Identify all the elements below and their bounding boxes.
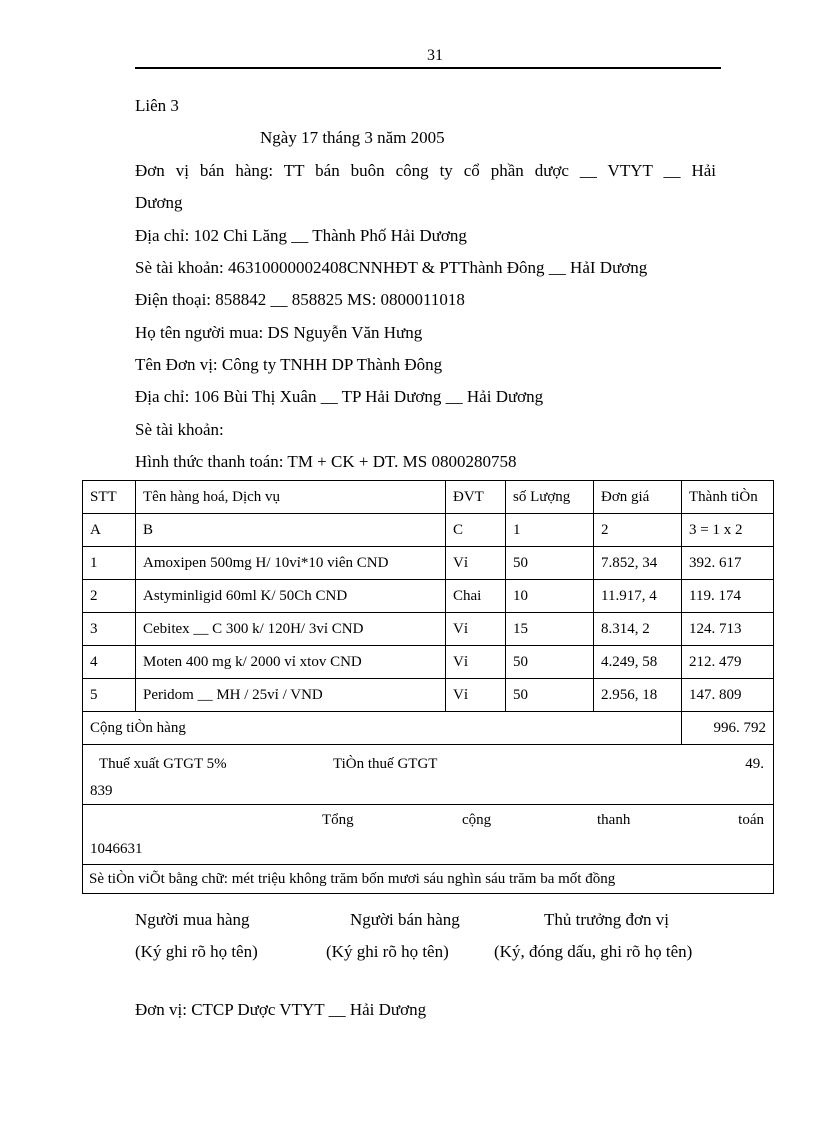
vat-amount-label: TiÒn thuế GTGT [333,756,438,772]
cell-unit-price: 7.852, 34 [594,547,682,580]
cell-amount: 212. 479 [682,646,774,679]
header-cell: Tên hàng hoá, Dịch vụ [136,481,446,514]
header-cell: số Lượng [506,481,594,514]
seller-signature-title: Người bán hàng [350,910,460,929]
total-word-1: Tổng [322,812,354,828]
cell-unit: Vỉ [446,646,506,679]
footer-unit: Đơn vị: CTCP Dược VTYT __ Hải Dương [135,1000,427,1019]
seller-signature-note: (Ký ghi rõ họ tên) [326,942,449,961]
cell-item-name: Moten 400 mg k/ 2000 vỉ xtov CND [136,646,446,679]
code-cell: B [136,514,446,547]
vat-rate-label: Thuế xuất GTGT 5% [99,756,227,772]
total-label-line [90,808,766,837]
code-cell: C [446,514,506,547]
buyer-signature-title: Người mua hàng [135,910,250,929]
table-row [83,646,774,679]
seller-phone: Điện thoại: 858842 __ 858825 MS: 0800011018 [135,290,465,309]
header-rule [135,67,721,69]
cell-stt: 1 [83,547,136,580]
cell-amount: 392. 617 [682,547,774,580]
total-word-3: thanh [597,812,631,828]
total-word-2: cộng [462,812,492,828]
cell-unit: Vỉ [446,613,506,646]
cell-quantity: 50 [506,547,594,580]
subtotal-row [83,712,774,745]
header-cell: STT [83,481,136,514]
payment-method: Hình thức thanh toán: TM + CK + DT. MS 0800280758 [135,452,517,471]
amount-in-words-row [83,865,774,894]
seller-address: Địa chỉ: 102 Chi Lăng __ Thành Phố Hải Dương [135,226,467,245]
vat-cell [83,745,774,805]
vat-line1 [90,750,766,779]
cell-stt: 2 [83,580,136,613]
cell-amount: 119. 174 [682,580,774,613]
code-cell: 2 [594,514,682,547]
cell-quantity: 50 [506,679,594,712]
head-signature-title: Thủ trưởng đơn vị [544,910,669,929]
cell-item-name: Peridom __ MH / 25vỉ / VND [136,679,446,712]
code-cell: A [83,514,136,547]
table-row [83,679,774,712]
table-row [83,547,774,580]
code-cell: 1 [506,514,594,547]
table-row [83,613,774,646]
total-word-4: toán [738,812,764,828]
cell-item-name: Amoxipen 500mg H/ 10vỉ*10 viên CND [136,547,446,580]
header-cell: Đơn giá [594,481,682,514]
header-cell: Thành tiÒn [682,481,774,514]
buyer-name: Họ tên người mua: DS Nguyễn Văn Hưng [135,323,423,342]
vat-amount-part1: 49. [745,756,764,772]
total-cell [83,805,774,865]
seller-unit-line1: Đơn vị bán hàng: TT bán buôn công ty cổ phần dược __ VTYT __ Hải [135,161,716,180]
subtotal-value: 996. 792 [682,712,774,745]
buyer-signature-note: (Ký ghi rõ họ tên) [135,942,258,961]
buyer-address: Địa chỉ: 106 Bùi Thị Xuân __ TP Hải Dương __ Hải Dương [135,387,544,406]
cell-unit-price: 11.917, 4 [594,580,682,613]
cell-stt: 4 [83,646,136,679]
buyer-unit: Tên Đơn vị: Công ty TNHH DP Thành Đông [135,355,443,374]
cell-unit: Vỉ [446,547,506,580]
seller-unit-line2: Dương [135,193,183,212]
cell-unit: Vỉ [446,679,506,712]
page-number: 31 [427,47,443,64]
cell-quantity: 15 [506,613,594,646]
seller-account: Sè tài khoản: 46310000002408CNNHĐT & PTThành Đông __ HảI Dương [135,258,648,277]
invoice-date: Ngày 17 tháng 3 năm 2005 [260,128,445,147]
cell-quantity: 50 [506,646,594,679]
table-header-row [83,481,774,514]
cell-stt: 3 [83,613,136,646]
amount-in-words: Sè tiÒn viÕt bằng chữ: mét triệu không trăm bốn mươi sáu nghìn sáu trăm ba mốt đồng [83,865,774,894]
header-cell: ĐVT [446,481,506,514]
subtotal-label: Cộng tiÒn hàng [83,712,682,745]
vat-amount-part2: 839 [90,783,113,799]
vat-row [83,745,774,805]
total-value: 1046631 [90,841,143,857]
cell-unit-price: 4.249, 58 [594,646,682,679]
buyer-account: Sè tài khoản: [135,420,224,439]
cell-amount: 124. 713 [682,613,774,646]
cell-quantity: 10 [506,580,594,613]
cell-item-name: Astyminligid 60ml K/ 50Ch CND [136,580,446,613]
code-cell: 3 = 1 x 2 [682,514,774,547]
cell-amount: 147. 809 [682,679,774,712]
cell-unit: Chai [446,580,506,613]
table-code-row [83,514,774,547]
cell-item-name: Cebitex __ C 300 k/ 120H/ 3vỉ CND [136,613,446,646]
cell-unit-price: 2.956, 18 [594,679,682,712]
total-row [83,805,774,865]
table-row [83,580,774,613]
cell-unit-price: 8.314, 2 [594,613,682,646]
invoice-table [82,480,774,894]
invoice-copy-label: Liên 3 [135,96,179,115]
cell-stt: 5 [83,679,136,712]
head-signature-note: (Ký, đóng dấu, ghi rõ họ tên) [494,942,693,961]
